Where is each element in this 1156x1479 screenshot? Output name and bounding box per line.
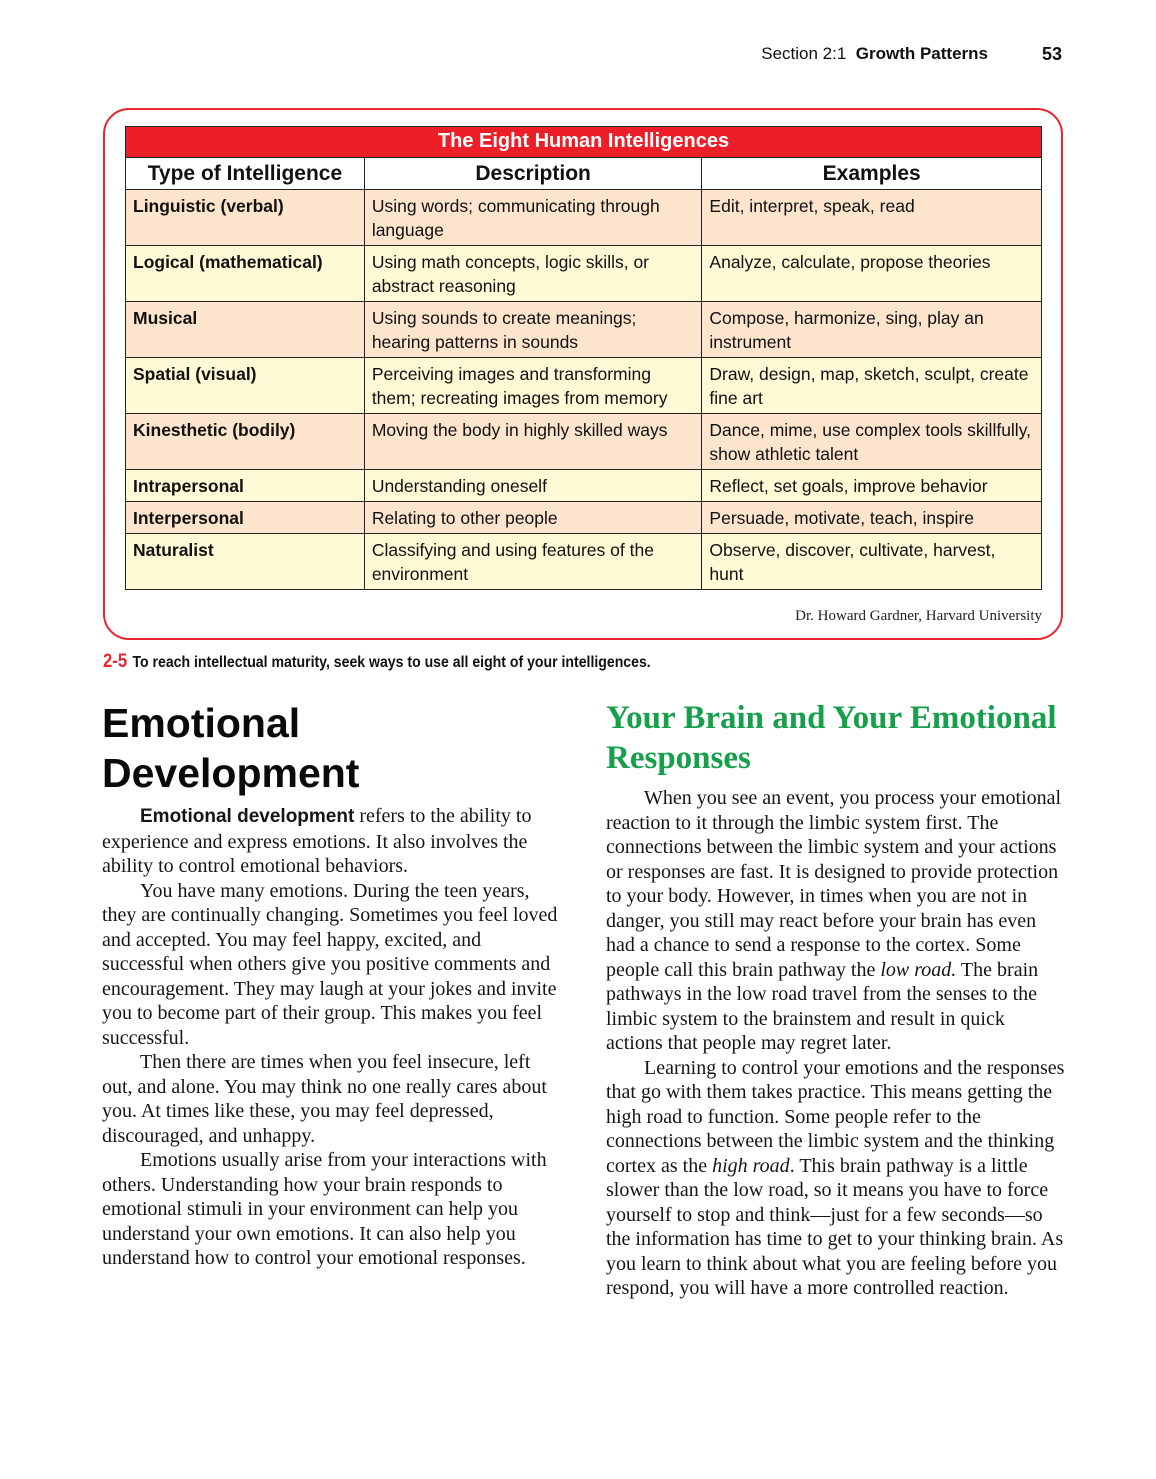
table-row: [126, 190, 1042, 246]
cell-description: Using words; communicating through language: [364, 190, 702, 246]
cell-examples: Observe, discover, cultivate, harvest, hunt: [702, 534, 1042, 590]
running-head: [0, 44, 1156, 68]
cell-examples: Dance, mime, use complex tools skillfully, show athletic talent: [702, 414, 1042, 470]
table-row: [126, 414, 1042, 470]
italic-term: low road.: [880, 958, 957, 981]
table-title-row: [126, 127, 1042, 158]
table-title: The Eight Human Intelligences: [126, 127, 1042, 158]
paragraph: You have many emotions. During the teen years, they are continually changing. Sometimes you feel loved and accepted. You may feel happy, excited, and successful when others give you positive comments and encouragement. They may laugh at your jokes and invite you to become part of their group. This makes you feel successful.: [102, 879, 558, 1049]
cell-examples: Compose, harmonize, sing, play an instrument: [702, 302, 1042, 358]
key-term: Emotional development: [140, 806, 355, 827]
paragraph: [606, 786, 1066, 1056]
cell-description: Understanding oneself: [364, 470, 702, 502]
paragraph-text: Learning to control your emotions and the responses that go with them takes practice. This means getting the high road to function. Some people refer to the connections between the limbic system and the thinking cortex as the: [606, 1056, 1065, 1177]
cell-type: Linguistic (verbal): [126, 190, 365, 246]
cell-examples: Persuade, motivate, teach, inspire: [702, 502, 1042, 534]
table-row: [126, 534, 1042, 590]
paragraph: Emotions usually arise from your interactions with others. Understanding how your brain responds to emotional stimuli in your environment can help you understand your own emotions. It can also help you understand how to control your emotional responses.: [102, 1149, 547, 1269]
column-header-description: Description: [364, 158, 702, 190]
figure-number: 2-5: [103, 651, 128, 672]
cell-type: Intrapersonal: [126, 470, 365, 502]
table-row: [126, 246, 1042, 302]
column-header-examples: Examples: [702, 158, 1042, 190]
cell-description: Moving the body in highly skilled ways: [364, 414, 702, 470]
cell-examples: Edit, interpret, speak, read: [702, 190, 1042, 246]
cell-type: Spatial (visual): [126, 358, 365, 414]
cell-type: Musical: [126, 302, 365, 358]
subsection-heading: Your Brain and Your Emotional Responses: [606, 700, 1057, 776]
paragraph: [102, 804, 562, 879]
paragraph: [606, 1056, 1066, 1301]
section-label: [761, 44, 988, 64]
paragraph-text: . This brain pathway is a little slower than the low road, so it means you have to force yourself to stop and think—just for a few seconds—so the information has time to get to your thinking brain. As you learn to think about what you are feeling before you respond, you will have a more controlled reaction.: [606, 1154, 1064, 1299]
table-header-row: [126, 158, 1042, 190]
paragraph-text: The brain pathways in the low road travel from the senses to the limbic system to the brainstem and result in quick actions that people may regret later.: [606, 958, 1039, 1054]
cell-description: Using sounds to create meanings; hearing patterns in sounds: [364, 302, 702, 358]
paragraph-text: When you see an event, you process your emotional reaction to it through the limbic system first. The connections between the limbic system and your actions or responses are fast. It is designed to provide protection to your body. However, in times when you are not in danger, you still may react before your brain has even had a chance to send a response to the cortex. Some people call this brain pathway the: [606, 787, 1062, 981]
left-column: [102, 698, 562, 1271]
section-heading: Emotional Development: [102, 700, 360, 796]
table-row: [126, 358, 1042, 414]
cell-description: Perceiving images and transforming them; recreating images from memory: [364, 358, 702, 414]
section-title: Growth Patterns: [855, 44, 988, 63]
cell-examples: Reflect, set goals, improve behavior: [702, 470, 1042, 502]
cell-description: Using math concepts, logic skills, or abstract reasoning: [364, 246, 702, 302]
intelligences-table: [125, 126, 1042, 590]
table-row: [126, 302, 1042, 358]
italic-term: high road: [712, 1154, 790, 1177]
cell-examples: Analyze, calculate, propose theories: [702, 246, 1042, 302]
cell-examples: Draw, design, map, sketch, sculpt, create fine art: [702, 358, 1042, 414]
cell-type: Interpersonal: [126, 502, 365, 534]
caption-text: To reach intellectual maturity, seek ways to use all eight of your intelligences.: [132, 654, 651, 671]
page-number: 53: [1042, 44, 1063, 64]
paragraph-text: refers to the ability to experience and express emotions. It also involves the ability to control emotional behaviors.: [102, 805, 532, 877]
column-header-type: Type of Intelligence: [126, 158, 365, 190]
table-credit: Dr. Howard Gardner, Harvard University: [795, 608, 1042, 624]
cell-type: Logical (mathematical): [126, 246, 365, 302]
cell-description: Classifying and using features of the environment: [364, 534, 702, 590]
right-column: [606, 698, 1066, 1301]
cell-type: Naturalist: [126, 534, 365, 590]
cell-type: Kinesthetic (bodily): [126, 414, 365, 470]
paragraph: Then there are times when you feel insecure, left out, and alone. You may think no one really cares about you. At times like these, you may feel depressed, discouraged, and unhappy.: [102, 1051, 547, 1147]
figure-caption: [103, 651, 651, 673]
section-number: Section 2:1: [761, 44, 856, 63]
table-row: [126, 502, 1042, 534]
cell-description: Relating to other people: [364, 502, 702, 534]
table-row: [126, 470, 1042, 502]
